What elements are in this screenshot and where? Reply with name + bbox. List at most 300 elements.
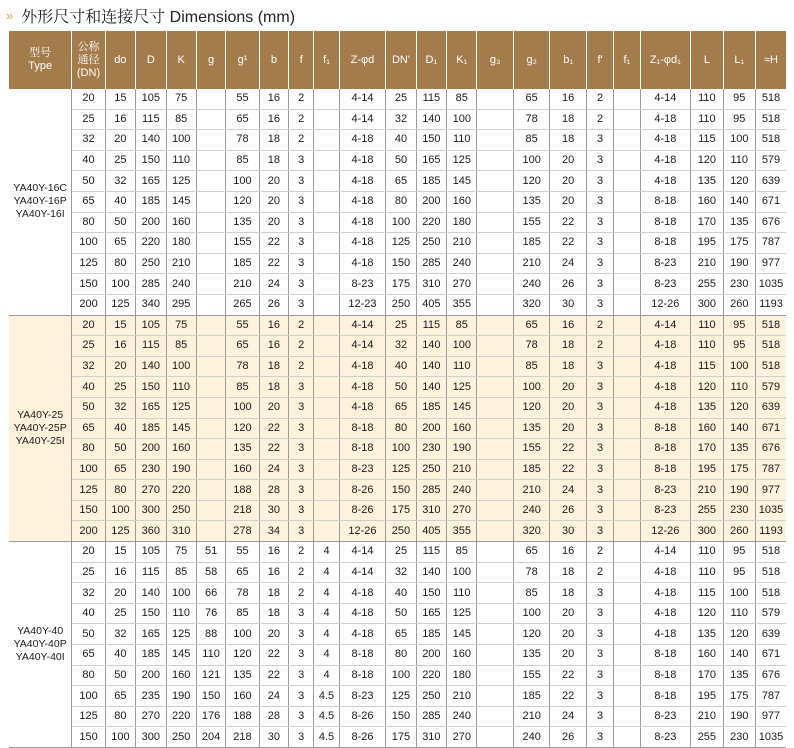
table-cell: 255 (691, 274, 723, 295)
table-cell: 3 (289, 233, 314, 254)
table-cell: 220 (166, 706, 196, 727)
table-cell: 16 (259, 542, 288, 563)
table-cell: 20 (550, 603, 586, 624)
table-cell: 78 (226, 356, 259, 377)
table-cell: 40 (72, 377, 105, 398)
table-cell: 160 (691, 418, 723, 439)
table-cell: 88 (196, 624, 225, 645)
table-cell: 220 (416, 212, 446, 233)
table-cell: 150 (196, 686, 225, 707)
table-cell: 4-18 (339, 233, 386, 254)
table-cell: 4-18 (640, 336, 691, 357)
table-cell: 355 (447, 294, 477, 315)
table-cell: 3 (289, 459, 314, 480)
double-chevron-right-icon: » (6, 7, 13, 23)
table-row (9, 130, 786, 151)
table-cell (614, 418, 640, 439)
table-cell: 310 (416, 727, 446, 748)
table-cell: 4-18 (339, 191, 386, 212)
table-cell: 250 (416, 459, 446, 480)
table-cell (196, 171, 225, 192)
table-cell: 175 (386, 727, 416, 748)
table-cell: 115 (136, 109, 166, 130)
header-row (9, 31, 786, 89)
table-row (9, 603, 786, 624)
table-cell: 50 (105, 665, 135, 686)
column-header (259, 31, 288, 89)
table-cell: 639 (755, 624, 786, 645)
table-cell: 95 (723, 89, 755, 109)
table-cell: 3 (586, 233, 613, 254)
table-cell (314, 336, 339, 357)
table-cell: 671 (755, 645, 786, 666)
table-cell: 100 (386, 212, 416, 233)
table-cell: 250 (136, 253, 166, 274)
header-line: D (146, 53, 155, 66)
table-cell: 18 (259, 583, 288, 604)
table-cell: 26 (259, 294, 288, 315)
table-cell (196, 315, 225, 336)
table-cell: 4-18 (640, 130, 691, 151)
table-row (9, 315, 786, 336)
table-cell: 100 (447, 109, 477, 130)
table-cell: 125 (386, 459, 416, 480)
table-cell: 3 (289, 212, 314, 233)
table-cell: 160 (226, 686, 259, 707)
table-cell: 210 (691, 480, 723, 501)
table-cell: 140 (416, 356, 446, 377)
table-cell: 4.5 (314, 686, 339, 707)
table-cell (477, 109, 513, 130)
table-cell: 8-26 (339, 727, 386, 748)
table-cell: 355 (447, 521, 477, 542)
table-cell: 16 (105, 336, 135, 357)
table-cell: 200 (136, 439, 166, 460)
table-cell: 140 (416, 562, 446, 583)
table-cell (314, 171, 339, 192)
table-cell: 18 (550, 583, 586, 604)
table-cell: 30 (259, 500, 288, 521)
table-cell: 235 (136, 686, 166, 707)
table-cell: 65 (513, 315, 549, 336)
table-cell: 230 (723, 274, 755, 295)
table-cell: 24 (550, 480, 586, 501)
table-cell: 25 (386, 542, 416, 563)
table-cell (314, 89, 339, 109)
table-cell: 25 (105, 377, 135, 398)
table-cell: 125 (447, 603, 477, 624)
table-cell: 150 (386, 706, 416, 727)
table-cell (196, 274, 225, 295)
table-cell: 12-26 (339, 521, 386, 542)
table-cell (196, 150, 225, 171)
table-cell: 3 (586, 459, 613, 480)
table-cell: 2 (289, 562, 314, 583)
table-cell: 4-14 (339, 315, 386, 336)
table-cell: 4-18 (339, 212, 386, 233)
table-cell: 110 (447, 583, 477, 604)
table-cell: 100 (386, 665, 416, 686)
table-cell (614, 542, 640, 563)
table-row (9, 686, 786, 707)
table-cell: 55 (226, 89, 259, 109)
table-cell: 18 (259, 130, 288, 151)
table-cell: 240 (447, 480, 477, 501)
table-cell: 55 (226, 542, 259, 563)
table-cell: 150 (416, 130, 446, 151)
table-cell: 140 (416, 109, 446, 130)
table-cell: 55 (226, 315, 259, 336)
table-cell: 176 (196, 706, 225, 727)
table-cell (477, 645, 513, 666)
table-cell: 22 (550, 686, 586, 707)
table-cell: 30 (550, 521, 586, 542)
table-cell: 4-18 (640, 603, 691, 624)
table-cell: 210 (691, 253, 723, 274)
column-header (314, 31, 339, 89)
table-cell: 120 (226, 418, 259, 439)
table-cell: 110 (447, 356, 477, 377)
table-cell (614, 706, 640, 727)
table-cell: 120 (513, 624, 549, 645)
table-cell: 4-18 (339, 356, 386, 377)
table-cell: 18 (550, 109, 586, 130)
table-cell (477, 397, 513, 418)
table-cell: 100 (386, 439, 416, 460)
table-cell: 220 (166, 480, 196, 501)
header-line: DN' (391, 53, 410, 66)
column-header (691, 31, 723, 89)
table-cell (614, 356, 640, 377)
table-cell: 25 (105, 603, 135, 624)
table-cell: 155 (513, 665, 549, 686)
table-cell: 200 (416, 645, 446, 666)
header-line: f' (597, 53, 603, 66)
table-cell: 80 (72, 212, 105, 233)
table-cell: 200 (136, 212, 166, 233)
table-cell: 3 (586, 377, 613, 398)
table-cell: 195 (691, 686, 723, 707)
header-line: b (270, 53, 277, 66)
table-cell: 3 (586, 171, 613, 192)
table-cell: 75 (166, 542, 196, 563)
table-cell: 676 (755, 212, 786, 233)
table-cell: 16 (259, 336, 288, 357)
table-cell (477, 521, 513, 542)
table-cell: 40 (105, 191, 135, 212)
table-cell: 250 (386, 521, 416, 542)
table-cell (196, 253, 225, 274)
table-cell: 190 (723, 706, 755, 727)
header-line: Z-φd (350, 53, 375, 66)
table-cell: 50 (105, 212, 135, 233)
table-cell: 26 (550, 500, 586, 521)
table-cell: 25 (72, 109, 105, 130)
table-cell: 25 (386, 89, 416, 109)
table-cell (477, 294, 513, 315)
table-cell (614, 521, 640, 542)
table-cell (614, 500, 640, 521)
table-cell: 240 (447, 253, 477, 274)
table-cell: 140 (136, 130, 166, 151)
table-cell: 4-14 (640, 315, 691, 336)
table-cell: 518 (755, 315, 786, 336)
table-cell: 95 (723, 315, 755, 336)
table-cell: 175 (386, 274, 416, 295)
table-cell: 140 (136, 583, 166, 604)
table-cell: 4-18 (640, 171, 691, 192)
header-line: g₃ (489, 53, 501, 66)
table-cell: 145 (447, 171, 477, 192)
table-cell: 115 (416, 89, 446, 109)
table-cell: 3 (289, 480, 314, 501)
column-header (136, 31, 166, 89)
table-cell: 210 (513, 253, 549, 274)
table-cell: 30 (550, 294, 586, 315)
table-cell: 95 (723, 562, 755, 583)
table-cell: 125 (166, 624, 196, 645)
table-cell: 115 (416, 542, 446, 563)
table-cell: 18 (259, 377, 288, 398)
table-cell: 110 (196, 645, 225, 666)
table-cell (477, 418, 513, 439)
table-cell: 20 (550, 624, 586, 645)
table-cell: 4-18 (339, 150, 386, 171)
table-cell: 4-18 (640, 397, 691, 418)
table-cell: 85 (226, 603, 259, 624)
table-cell (614, 459, 640, 480)
table-cell: 8-23 (339, 274, 386, 295)
table-cell: 135 (226, 212, 259, 233)
table-cell: 16 (550, 89, 586, 109)
table-cell: 78 (513, 562, 549, 583)
table-cell: 65 (513, 89, 549, 109)
table-cell: 278 (226, 521, 259, 542)
table-cell: 3 (289, 150, 314, 171)
table-cell: 165 (136, 397, 166, 418)
table-cell: 16 (259, 89, 288, 109)
table-cell (614, 315, 640, 336)
table-cell: 250 (416, 686, 446, 707)
table-cell: 8-18 (640, 212, 691, 233)
table-cell: 155 (513, 212, 549, 233)
table-cell: 270 (136, 480, 166, 501)
table-cell (196, 480, 225, 501)
table-cell: 110 (166, 150, 196, 171)
table-cell: 8-18 (640, 191, 691, 212)
page-title: 外形尺寸和连接尺寸 Dimensions (mm) (21, 8, 296, 26)
table-cell: 145 (166, 418, 196, 439)
table-cell: 110 (691, 562, 723, 583)
table-cell: 8-23 (640, 727, 691, 748)
table-cell: 4-14 (339, 562, 386, 583)
table-cell: 140 (723, 191, 755, 212)
table-cell: 160 (691, 645, 723, 666)
table-cell: 28 (259, 706, 288, 727)
table-cell: 150 (136, 377, 166, 398)
table-cell: 8-23 (640, 253, 691, 274)
table-cell: 3 (289, 727, 314, 748)
table-cell: 165 (416, 150, 446, 171)
table-cell: 3 (289, 686, 314, 707)
dimensions-table (9, 31, 786, 748)
table-cell (477, 706, 513, 727)
table-cell (614, 645, 640, 666)
column-header (289, 31, 314, 89)
table-cell: 115 (136, 336, 166, 357)
table-cell: 2 (289, 336, 314, 357)
table-cell: 125 (72, 253, 105, 274)
header-line: f₁ (323, 53, 330, 66)
table-cell (477, 356, 513, 377)
table-cell: 210 (691, 706, 723, 727)
table-cell: 3 (289, 171, 314, 192)
table-cell: 40 (386, 583, 416, 604)
table-cell: 50 (386, 377, 416, 398)
table-cell: 145 (166, 645, 196, 666)
table-cell: 4 (314, 665, 339, 686)
table-cell: 25 (72, 562, 105, 583)
table-cell: 22 (550, 459, 586, 480)
table-cell: 4.5 (314, 727, 339, 748)
table-cell: 2 (586, 542, 613, 563)
table-cell: 121 (196, 665, 225, 686)
table-cell: 16 (259, 562, 288, 583)
table-cell: 135 (691, 171, 723, 192)
table-cell (196, 418, 225, 439)
table-cell: 22 (259, 439, 288, 460)
table-cell: 40 (386, 130, 416, 151)
table-cell: 185 (513, 233, 549, 254)
table-cell (614, 562, 640, 583)
table-cell: 135 (723, 212, 755, 233)
table-cell: 218 (226, 727, 259, 748)
table-cell: 175 (386, 500, 416, 521)
table-cell: 8-23 (339, 459, 386, 480)
table-cell: 100 (166, 583, 196, 604)
table-cell (614, 439, 640, 460)
table-cell: 4 (314, 542, 339, 563)
table-cell: 85 (166, 562, 196, 583)
table-cell: 22 (259, 418, 288, 439)
table-cell: 18 (550, 336, 586, 357)
table-cell: 50 (386, 603, 416, 624)
table-row (9, 665, 786, 686)
column-header (226, 31, 259, 89)
table-cell: 4.5 (314, 706, 339, 727)
table-cell: 22 (550, 233, 586, 254)
table-cell: 240 (513, 727, 549, 748)
table-cell: 787 (755, 686, 786, 707)
header-line: 公称 (77, 40, 100, 53)
table-cell: 3 (586, 212, 613, 233)
model-name: YA40Y-16P (13, 195, 67, 208)
table-cell: 2 (289, 315, 314, 336)
table-cell: 4 (314, 603, 339, 624)
table-cell (314, 274, 339, 295)
header-line: (DN) (76, 66, 101, 79)
table-cell: 85 (447, 315, 477, 336)
table-cell: 3 (586, 397, 613, 418)
table-cell: 2 (289, 356, 314, 377)
table-cell: 170 (691, 212, 723, 233)
table-cell: 125 (72, 480, 105, 501)
table-cell: 240 (447, 706, 477, 727)
table-cell: 2 (289, 583, 314, 604)
table-cell: 65 (105, 233, 135, 254)
table-cell: 100 (447, 336, 477, 357)
table-cell: 100 (105, 727, 135, 748)
table-cell: 160 (166, 439, 196, 460)
table-cell (196, 500, 225, 521)
table-cell (477, 315, 513, 336)
table-cell: 22 (259, 645, 288, 666)
table-cell: 160 (166, 212, 196, 233)
table-cell: 80 (105, 253, 135, 274)
column-header (755, 31, 786, 89)
table-cell: 320 (513, 294, 549, 315)
table-cell: 125 (105, 294, 135, 315)
table-cell: 100 (226, 397, 259, 418)
table-cell: 518 (755, 336, 786, 357)
table-cell: 405 (416, 521, 446, 542)
table-cell: 3 (586, 583, 613, 604)
table-cell: 125 (166, 171, 196, 192)
table-cell: 16 (550, 315, 586, 336)
model-name: YA40Y-16C (13, 182, 67, 195)
table-cell: 2 (586, 109, 613, 130)
table-cell: 150 (416, 583, 446, 604)
table-cell: 4-18 (640, 624, 691, 645)
table-cell: 150 (72, 500, 105, 521)
table-cell: 135 (513, 191, 549, 212)
header-line: do (114, 53, 127, 66)
table-cell: 85 (447, 542, 477, 563)
table-cell: 125 (447, 150, 477, 171)
table-cell: 518 (755, 542, 786, 563)
table-cell: 787 (755, 459, 786, 480)
table-cell: 3 (289, 603, 314, 624)
header-line: g (208, 53, 215, 66)
table-cell: 32 (72, 356, 105, 377)
table-cell: 190 (723, 253, 755, 274)
table-cell: 3 (289, 294, 314, 315)
table-cell: 518 (755, 583, 786, 604)
table-cell: 639 (755, 171, 786, 192)
table-cell: 32 (105, 171, 135, 192)
table-cell (314, 418, 339, 439)
header-line: 通径 (77, 53, 100, 66)
column-header (640, 31, 691, 89)
table-cell: 150 (136, 150, 166, 171)
table-cell: 20 (105, 130, 135, 151)
table-cell: 3 (289, 253, 314, 274)
header-line: g¹ (237, 53, 248, 66)
table-cell: 24 (550, 253, 586, 274)
table-cell: 300 (136, 500, 166, 521)
table-cell: 145 (447, 624, 477, 645)
table-cell: 4 (314, 583, 339, 604)
table-cell: 210 (447, 459, 477, 480)
table-cell: 120 (723, 397, 755, 418)
table-cell: 32 (386, 562, 416, 583)
table-cell: 80 (386, 191, 416, 212)
table-cell: 300 (691, 294, 723, 315)
column-header (9, 31, 72, 89)
table-cell (314, 191, 339, 212)
table-cell: 518 (755, 562, 786, 583)
title-bar (6, 3, 295, 27)
